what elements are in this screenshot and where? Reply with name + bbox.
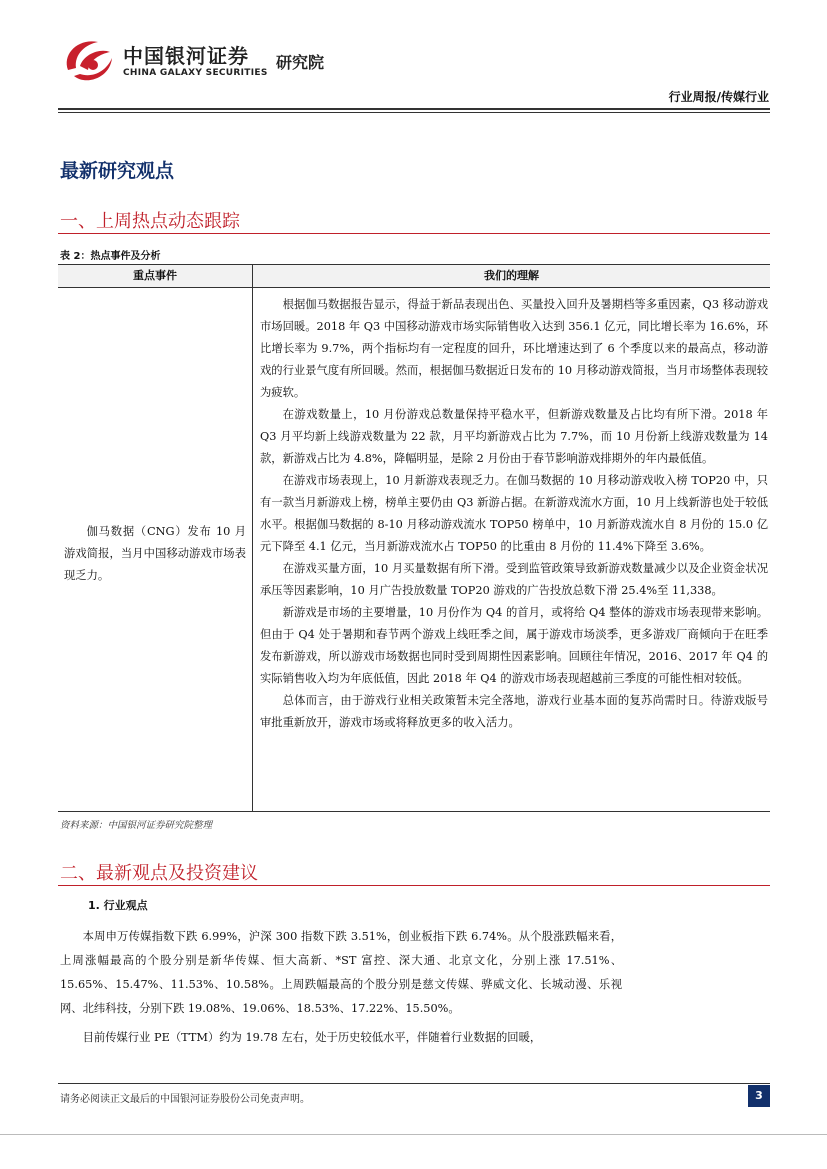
analysis-paragraph: 根据伽马数据报告显示，得益于新品表现出色、买量投入回升及暑期档等多重因素，Q3 移动游戏市场回暖。2018 年 Q3 中国移动游戏市场实际销售收入达到 356.1 亿元，同比增长率为 16.6%，环比增长率为 9.7%，两个指标均有一定程度的回升，环比增速达到了 6 个季度以来的最高点，移动游戏的行业景气度有所回暖。然而，根据伽马数据近日发布的 10 月移动游戏简报，当月市场整体表现较为疲软。 — [260, 298, 768, 399]
table-header-rule — [58, 287, 770, 288]
page-bottom-edge — [0, 1134, 827, 1135]
table-cell-event: 伽马数据（CNG）发布 10 月游戏简报，当月中国移动游戏市场表现乏力。 — [64, 525, 246, 582]
galaxy-logo-icon — [60, 36, 118, 88]
page-number: 3 — [748, 1085, 770, 1107]
analysis-paragraph: 在游戏数量上，10 月份游戏总数量保持平稳水平，但新游戏数量及占比均有所下滑。2018 年 Q3 月平均新上线游戏数量为 22 款，月平均新游戏占比为 7.7%，而 10 月份新上线游戏数量为 14 款，新游戏占比为 4.8%，降幅明显，是除 2 月份由于春节影响游戏排期外的年内最低值。 — [260, 408, 768, 465]
section-1-title: 一、上周热点动态跟踪 — [60, 211, 240, 232]
body-paragraph: 本周申万传媒指数下跌 6.99%，沪深 300 指数下跌 3.51%，创业板指下跌 6.74%。从个股涨跌幅来看，上周涨幅最高的个股分别是新华传媒、恒大高新、*ST 富控、深大通、北京文化，分别上涨 17.51%、15.65%、15.47%、11.53%、10.58%。上周跌幅最高的个股分别是慈文传媒、骅威文化、长城动漫、乐视网、北纬科技，分别下跌 19.08%、19.06%、18.53%、17.22%、15.50%。 — [60, 930, 622, 1015]
section-1-divider — [58, 233, 770, 234]
analysis-paragraph: 在游戏市场表现上，10 月新游戏表现乏力。在伽马数据的 10 月移动游戏收入榜 TOP20 中，只有一款当月新游戏上榜，榜单主要仍由 Q3 新游占据。在新游戏流水方面，10 月上线新游也处于较低水平。根据伽马数据的 8-10 月移动游戏流水 TOP50 榜单中，10 月新游戏流水自 8 月份的 15.0 亿元下降至 4.1 亿元，当月新游戏流水占 TOP50 的比重由 8 月份的 11.4%下降至 3.6%。 — [260, 474, 768, 553]
analysis-paragraph: 在游戏买量方面，10 月买量数据有所下滑。受到监管政策导致新游戏数量减少以及企业资金状况承压等因素影响，10 月广告投放数量 TOP20 游戏的广告投放总数下滑 25.4%至 11,338。 — [260, 562, 768, 597]
table-column-divider — [252, 265, 253, 811]
body-paragraph: 目前传媒行业 PE（TTM）约为 19.78 左右，处于历史较低水平，伴随着行业数据的回暖， — [82, 1031, 542, 1044]
brand-name-en: CHINA GALAXY SECURITIES — [123, 68, 268, 78]
section-2-divider — [58, 885, 770, 886]
report-category: 行业周报/传媒行业 — [668, 90, 769, 104]
brand-name-cn: 中国银河证券 — [123, 44, 249, 68]
table-header-event: 重点事件 — [133, 269, 177, 282]
table-header-analysis: 我们的理解 — [484, 269, 539, 282]
page-title: 最新研究观点 — [60, 160, 175, 182]
company-logo — [60, 36, 118, 88]
subsection-title: 1. 行业观点 — [88, 899, 148, 912]
analysis-paragraph: 总体而言，由于游戏行业相关政策暂未完全落地，游戏行业基本面的复苏尚需时日。待游戏版号审批重新放开，游戏市场或将释放更多的收入活力。 — [260, 694, 768, 729]
footer-disclaimer: 请务必阅读正文最后的中国银河证券股份公司免责声明。 — [60, 1094, 310, 1105]
analysis-paragraph: 新游戏是市场的主要增量，10 月份作为 Q4 的首月，或将给 Q4 整体的游戏市场表现带来影响。但由于 Q4 处于暑期和春节两个游戏上线旺季之间，属于游戏市场淡季，更多游戏厂商倾向于在旺季发布新游戏，所以游戏市场数据也同时受到周期性因素影响。回顾往年情况，2016、2017 年 Q4 的实际销售收入均为年底低值，因此 2018 年 Q4 的游戏市场表现超越前三季度的可能性相对较低。 — [260, 606, 768, 685]
table-caption: 表 2：热点事件及分析 — [60, 251, 161, 262]
table-source-note: 资料来源：中国银河证券研究院整理 — [60, 820, 213, 831]
brand-institute: 研究院 — [276, 53, 325, 72]
table-cell-analysis — [260, 294, 768, 734]
header-divider-thin — [58, 112, 770, 113]
footer-divider — [58, 1083, 770, 1084]
header-divider — [58, 108, 770, 110]
table-bottom-rule — [58, 811, 770, 812]
section-2-title: 二、最新观点及投资建议 — [60, 863, 258, 884]
